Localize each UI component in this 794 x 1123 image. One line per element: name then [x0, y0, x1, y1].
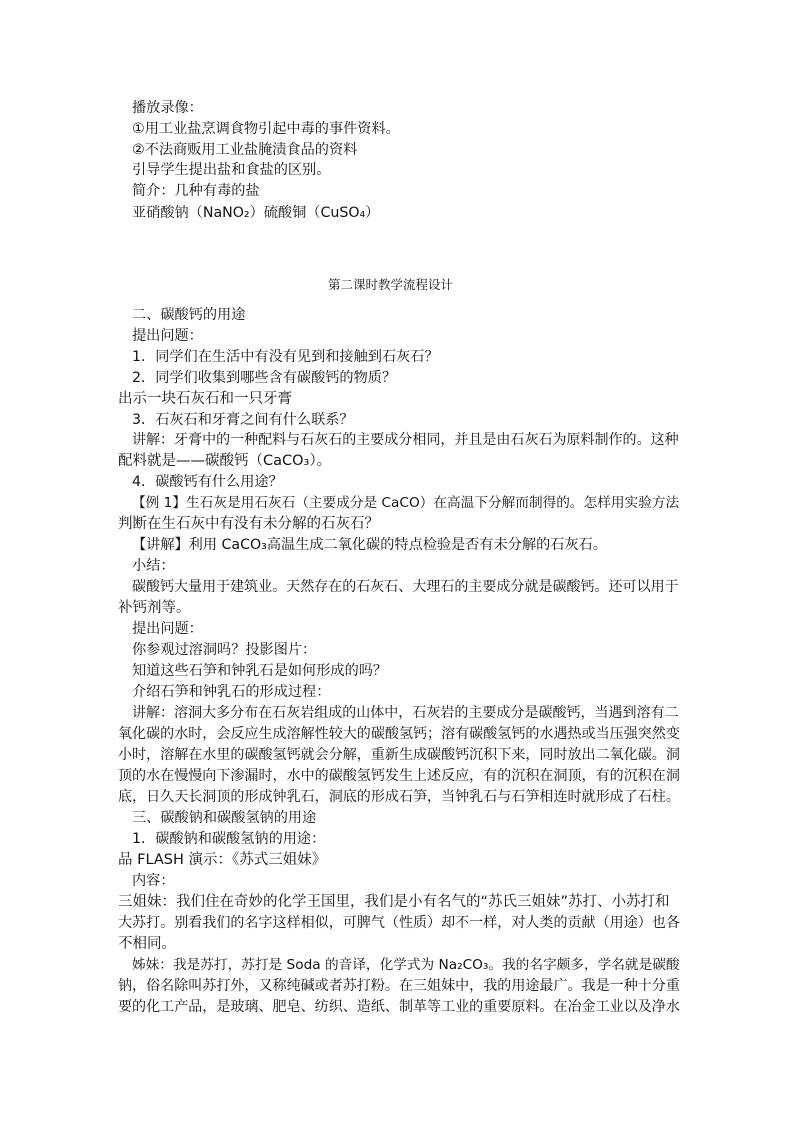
heading-line: 二、碳酸钙的用途 [132, 307, 246, 323]
text-line: 小时，溶解在水里的碳酸氢钙就会分解，重新生成碳酸钙沉积下来，同时放出二氧化碳。洞 [118, 747, 680, 763]
text-line: 3．石灰石和牙膏之间有什么联系？ [132, 412, 354, 428]
intro-line: ②不法商贩用工业盐腌渍食品的资料 [132, 142, 358, 158]
text-line: 不相同。 [118, 936, 176, 952]
text-line: 知道这些石笋和钟乳石是如何形成的吗？ [132, 663, 388, 679]
text-line: 介绍石笋和钟乳石的形成过程： [132, 684, 331, 700]
section-title: 第二课时教学流程设计 [328, 277, 454, 292]
text-line: 1．同学们在生活中有没有见到和接触到石灰石？ [132, 349, 439, 365]
text-line: 【例 1】生石灰是用石灰石（主要成分是 CaCO）在高温下分解而制得的。怎样用实验方法 [132, 495, 680, 511]
text-line: 出示一块石灰石和一只牙膏 [118, 391, 292, 407]
text-line: 提出问题： [132, 621, 203, 637]
text-line: 要的化工产品，是玻璃、肥皂、纺织、造纸、制革等工业的重要原料。在冶金工业以及净水 [118, 999, 680, 1015]
text-line: 讲解：牙膏中的一种配料与石灰石的主要成分相同，并且是由石灰石为原料制作的。这种 [132, 432, 679, 448]
text-line: 碳酸钙大量用于建筑业。天然存在的石灰石、大理石的主要成分就是碳酸钙。还可以用于 [132, 579, 679, 595]
intro-line: 简介：几种有毒的盐 [132, 183, 260, 199]
heading-line: 三、碳酸钠和碳酸氢钠的用途 [132, 810, 317, 826]
text-line: 顶的水在慢慢向下渗漏时，水中的碳酸氢钙发生上述反应，有的沉积在洞顶，有的沉积在洞 [118, 768, 680, 784]
text-line: 姊妹：我是苏打，苏打是 Soda 的音译，化学式为 Na₂CO₃。我的名字颇多，学名就是碳酸 [132, 957, 680, 973]
intro-line: 亚硝酸钠（NaNO₂）硫酸铜（CuSO₄） [132, 205, 380, 221]
text-line: 你参观过溶洞吗？投影图片： [132, 642, 317, 658]
text-line: 配料就是——碳酸钙（CaCO₃）。 [118, 453, 332, 469]
text-line: 底，日久天长洞顶的形成钟乳石，洞底的形成石笋，当钟乳石与石笋相连时就形成了石柱。 [118, 789, 680, 805]
intro-line: ①用工业盐烹调食物引起中毒的事件资料。 [132, 121, 400, 137]
text-line: 三姐妹：我们住在奇妙的化学王国里，我们是小有名气的“苏氏三姐妹”苏打、小苏打和 [118, 894, 670, 910]
text-line: 2．同学们收集到哪些含有碳酸钙的物质？ [132, 370, 397, 386]
text-line: 4．碳酸钙有什么用途？ [132, 474, 283, 490]
text-line: 氧化碳的水时，会反应生成溶解性较大的碳酸氢钙；溶有碳酸氢钙的水遇热或当压强突然变 [118, 726, 680, 742]
intro-line: 引导学生提出盐和食盐的区别。 [132, 162, 331, 178]
text-line: 内容： [132, 873, 175, 889]
text-line: 品 FLASH 演示：《苏式三姐妹》 [118, 852, 327, 868]
text-line: 判断在生石灰中有没有未分解的石灰石？ [118, 516, 379, 532]
text-line: 提出问题： [132, 328, 203, 344]
text-line: 讲解：溶洞大多分布在石灰岩组成的山体中，石灰岩的主要成分是碳酸钙，当遇到溶有二 [132, 705, 679, 721]
intro-line: 播放录像： [132, 100, 203, 116]
text-line: 大苏打。别看我们的名字这样相似，可脾气（性质）却不一样，对人类的贡献（用途）也各 [118, 915, 680, 931]
text-line: 1．碳酸钠和碳酸氢钠的用途： [132, 831, 326, 847]
text-line: 补钙剂等。 [118, 600, 191, 616]
text-line: 钠，俗名除叫苏打外，又称纯碱或者苏打粉。在三姐妹中，我的用途最广。我是一种十分重 [118, 978, 680, 994]
text-line: 【讲解】利用 CaCO₃高温生成二氧化碳的特点检验是否有未分解的石灰石。 [132, 537, 607, 553]
text-line: 小结： [132, 558, 175, 574]
